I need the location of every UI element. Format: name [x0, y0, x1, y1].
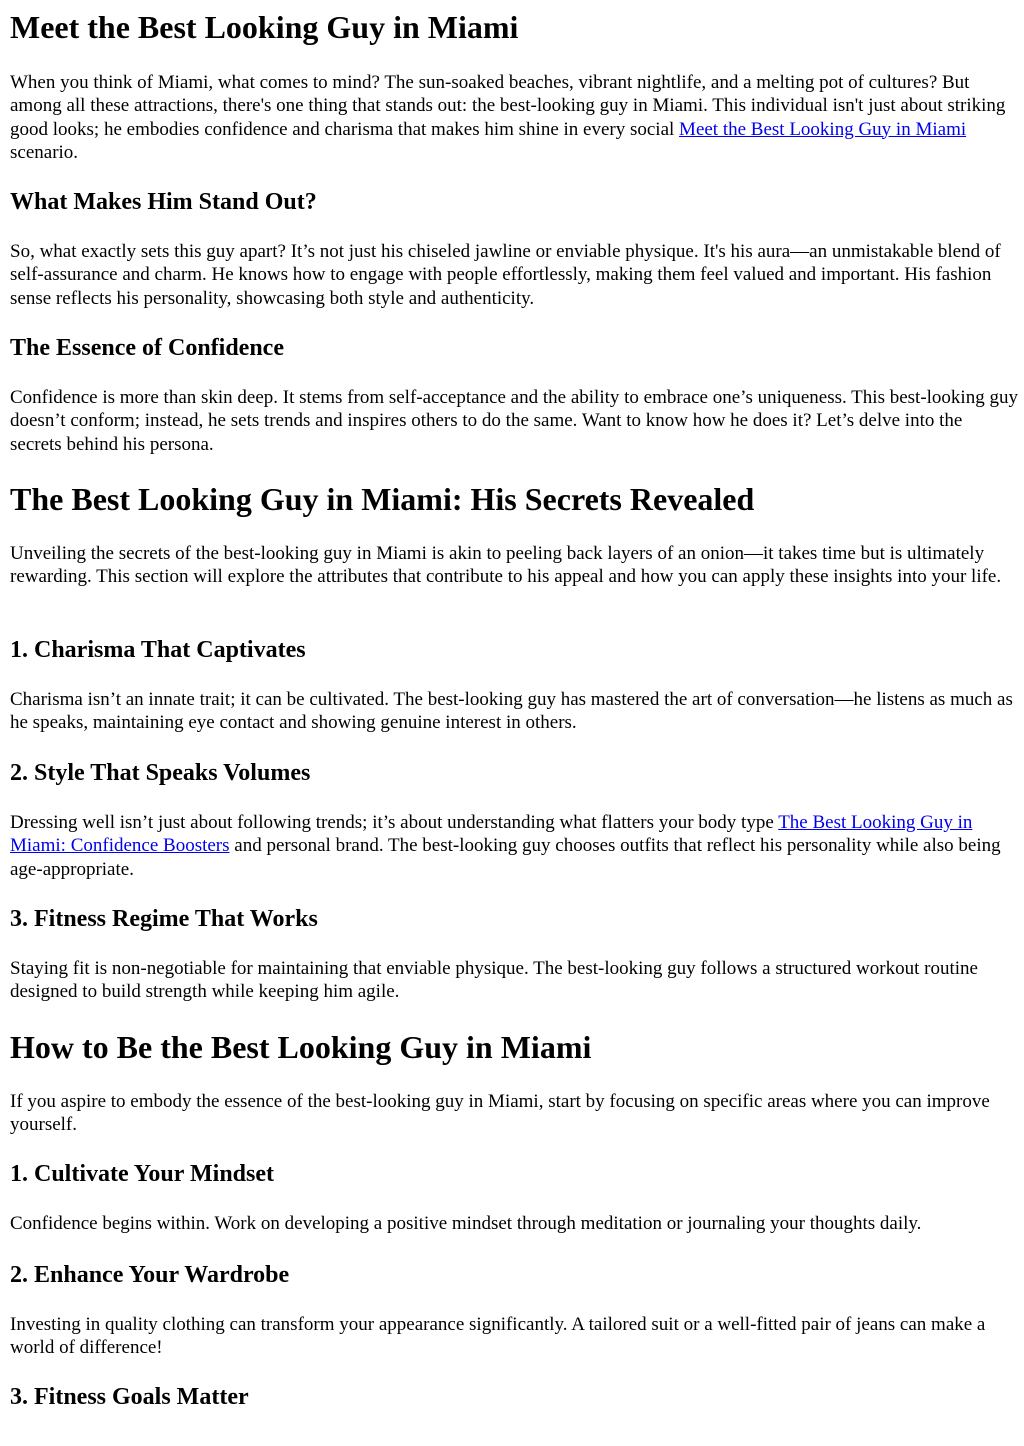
section-paragraph-wardrobe: Investing in quality clothing can transform your appearance significantly. A tailored suit or a well-fitted pair of jeans can make a world of difference!	[10, 1314, 986, 1359]
page-title: Meet the Best Looking Guy in Miami	[10, 9, 519, 45]
heading-how-to-be: How to Be the Best Looking Guy in Miami	[10, 1029, 592, 1065]
section-heading-stand-out: What Makes Him Stand Out?	[10, 189, 317, 215]
section-heading-confidence: The Essence of Confidence	[10, 335, 284, 361]
heading-secrets-revealed: The Best Looking Guy in Miami: His Secrets Revealed	[10, 481, 755, 517]
section-heading-mindset: 1. Cultivate Your Mindset	[10, 1161, 274, 1187]
section-paragraph-charisma: Charisma isn’t an innate trait; it can be cultivated. The best-looking guy has mastered the art of conversation—he listens as much as he speaks, maintaining eye contact and showing genuine interest in others.	[10, 689, 1013, 734]
style-text-after: and personal brand. The best-looking guy chooses outfits that reflect his personality while also being age-appropriate.	[10, 835, 1001, 880]
section-paragraph-confidence: Confidence is more than skin deep. It stems from self-acceptance and the ability to embrace one’s uniqueness. This best-looking guy doesn’t conform; instead, he sets trends and inspires others to do the same. Want to know how he does it? Let’s delve into the secrets behind his persona.	[10, 387, 1018, 455]
style-link[interactable]: The Best Looking Guy in Miami: Confidence Boosters	[10, 812, 973, 857]
section-paragraph-stand-out: So, what exactly sets this guy apart? It’s not just his chiseled jawline or enviable physique. It's his aura—an unmistakable blend of self-assurance and charm. He knows how to engage with people effortlessly, making them feel valued and important. His fashion sense reflects his personality, showcasing both style and authenticity.	[10, 241, 1001, 309]
intro-link[interactable]: Meet the Best Looking Guy in Miami	[679, 118, 967, 140]
section-heading-wardrobe: 2. Enhance Your Wardrobe	[10, 1262, 290, 1288]
intro-paragraph	[10, 71, 1018, 164]
section-paragraph-fitness-regime: Staying fit is non-negotiable for maintaining that enviable physique. The best-looking guy follows a structured workout routine designed to build strength while keeping him agile.	[10, 958, 978, 1003]
section-paragraph-mindset: Confidence begins within. Work on developing a positive mindset through meditation or journaling your thoughts daily.	[10, 1213, 922, 1234]
style-text-before: Dressing well isn’t just about following trends; it’s about understanding what flatters your body type	[10, 812, 779, 833]
intro-text-after: scenario.	[10, 141, 79, 163]
section-heading-fitness-goals: 3. Fitness Goals Matter	[10, 1384, 249, 1410]
intro-text-before: When you think of Miami, what comes to mind? The sun-soaked beaches, vibrant nightlife, and a melting pot of cultures? But among all these attractions, there's one thing that stands out: the best-looking guy in Miami. This individual isn't just about striking good looks; he embodies confidence and charisma that makes him shine in every social	[10, 72, 1006, 140]
section-heading-charisma: 1. Charisma That Captivates	[10, 637, 306, 663]
paragraph-how-to-be: If you aspire to embody the essence of the best-looking guy in Miami, start by focusing on specific areas where you can improve yourself.	[10, 1091, 990, 1136]
section-heading-fitness-regime: 3. Fitness Regime That Works	[10, 906, 318, 932]
section-paragraph-style	[10, 811, 1018, 881]
section-heading-style: 2. Style That Speaks Volumes	[10, 760, 311, 786]
paragraph-secrets-revealed: Unveiling the secrets of the best-looking guy in Miami is akin to peeling back layers of an onion—it takes time but is ultimately rewarding. This section will explore the attributes that contribute to his appeal and how you can apply these insights into your life.	[10, 543, 1002, 588]
